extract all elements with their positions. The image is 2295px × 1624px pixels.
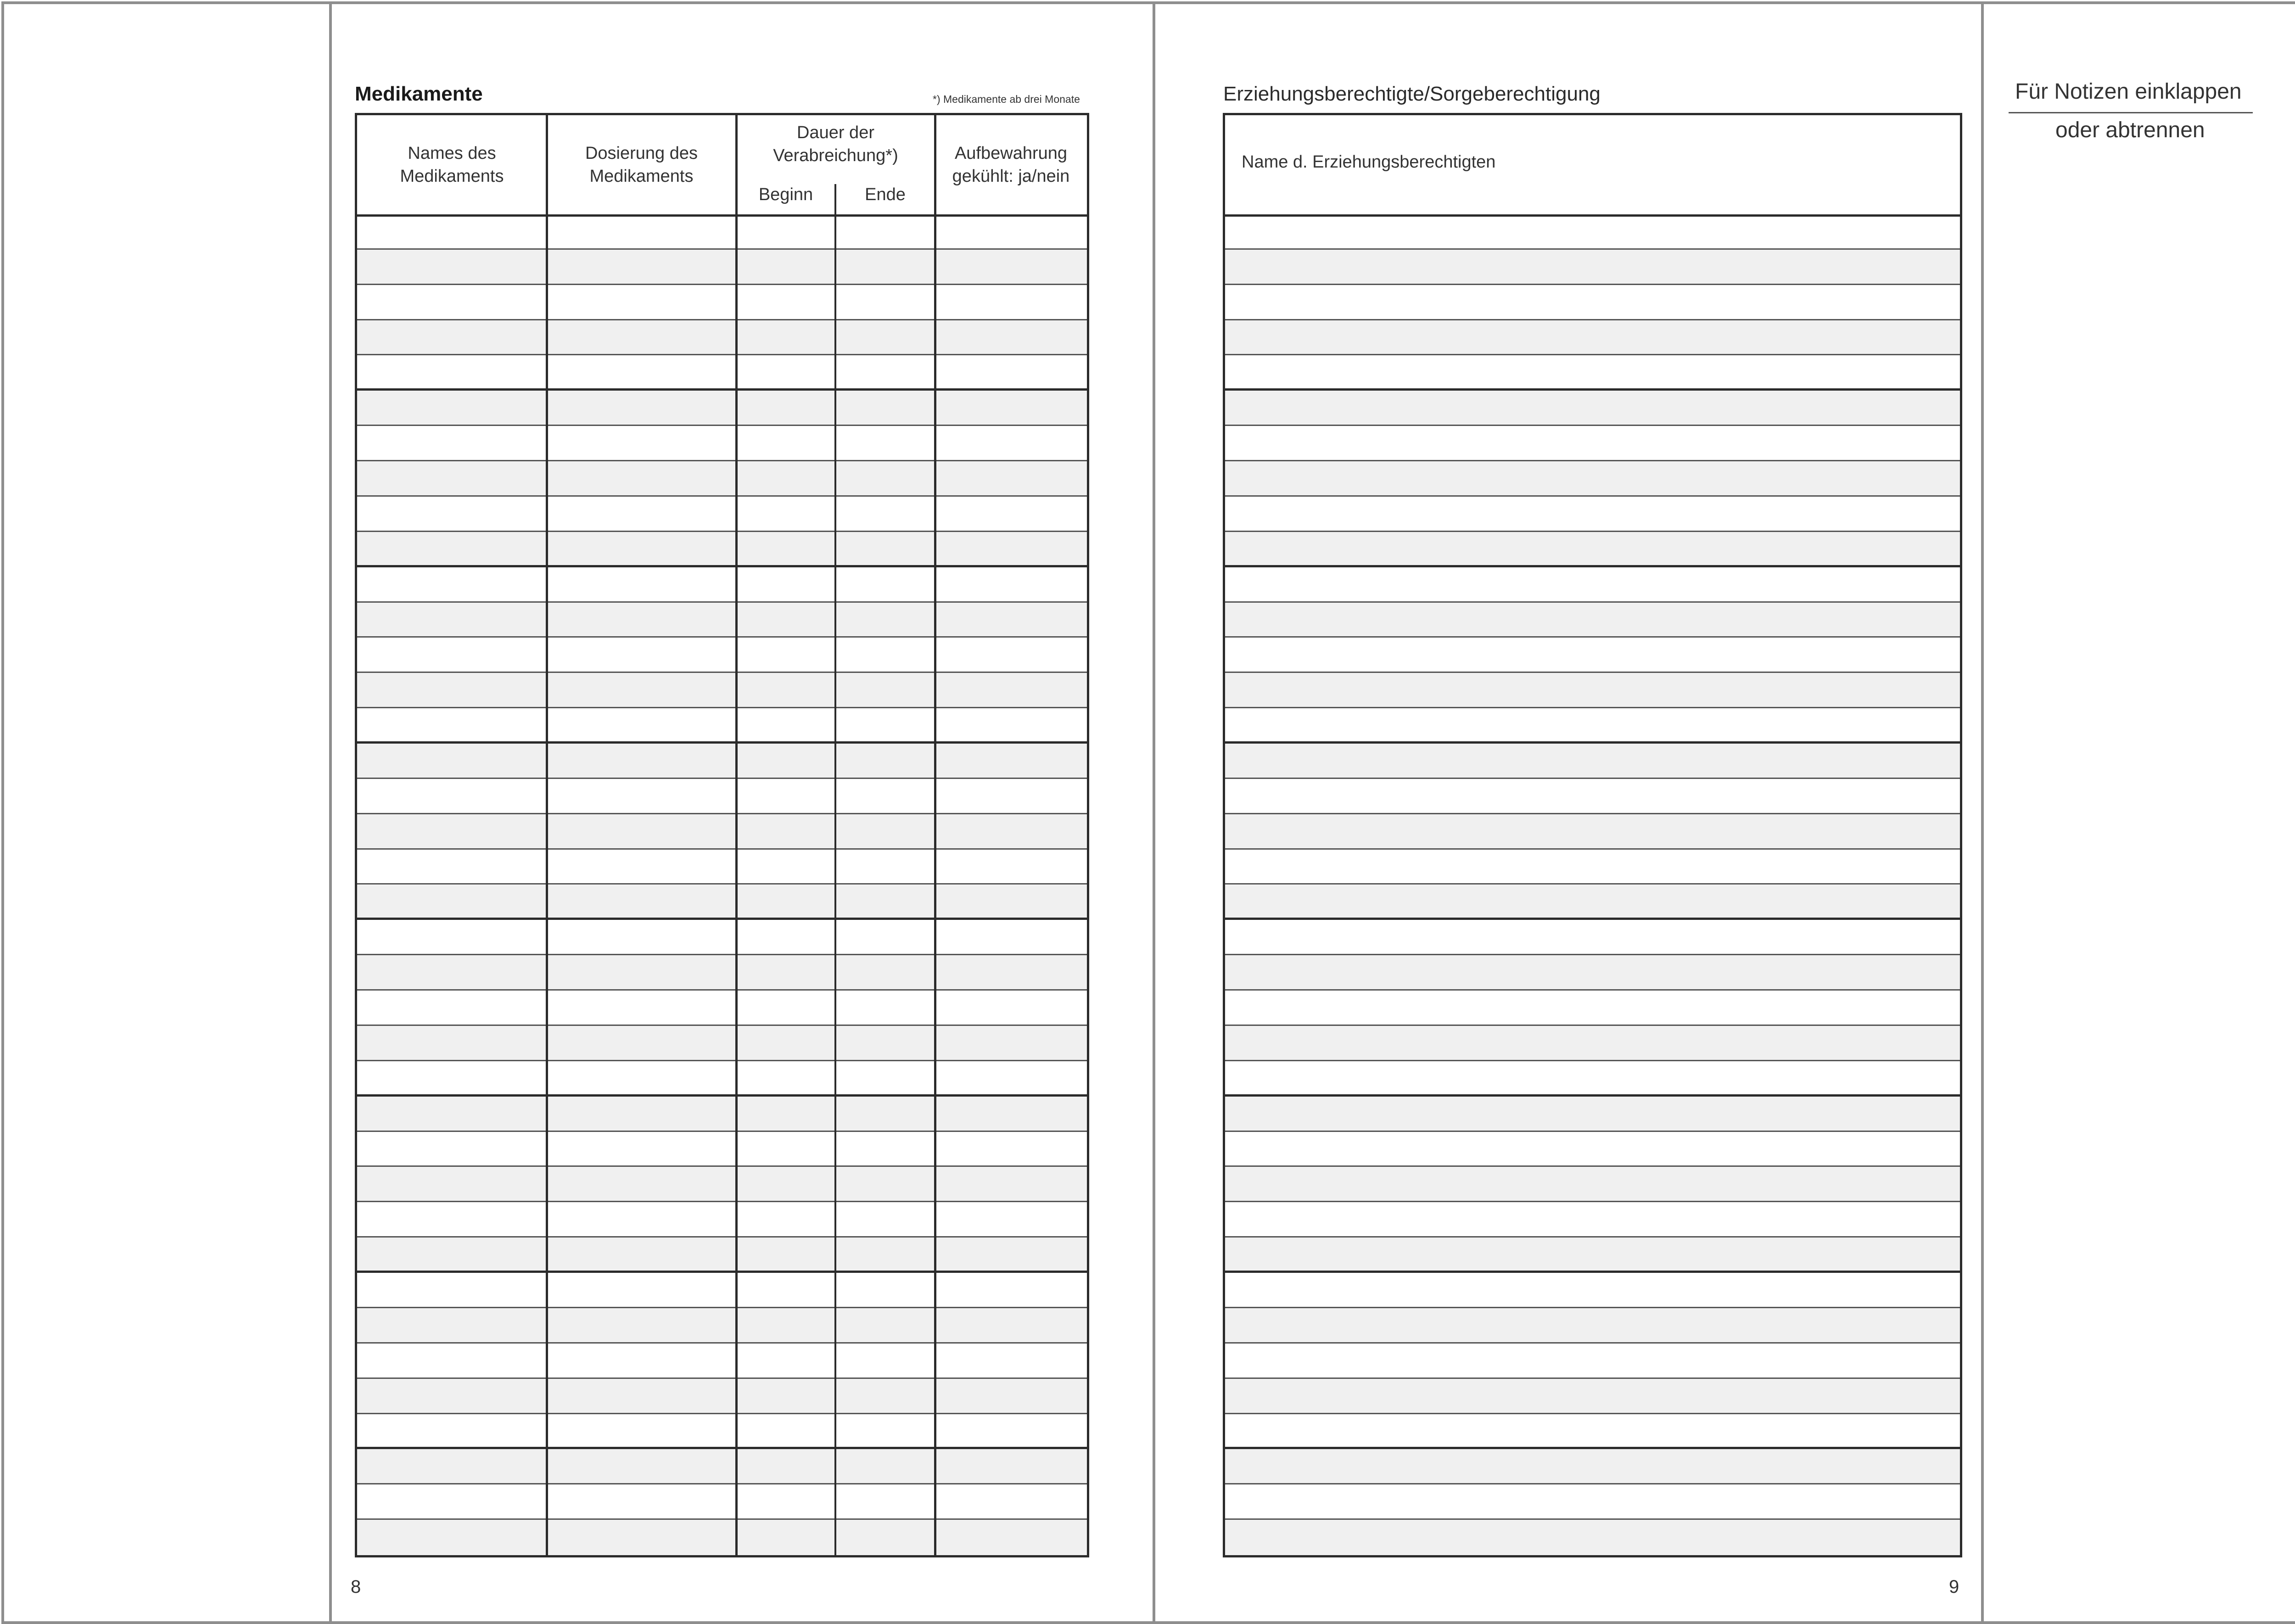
medication-row[interactable] [357,214,1087,250]
column-header-end: Ende [865,185,906,204]
notes-fold-instruction: Für Notizen einklappen [2015,79,2242,104]
guardian-row[interactable] [1225,1132,1960,1167]
medication-row[interactable] [357,920,1087,955]
medication-row[interactable] [357,1484,1087,1520]
column-divider [834,214,836,1555]
guardian-row[interactable] [1225,1202,1960,1238]
guardian-row[interactable] [1225,1379,1960,1414]
medication-row[interactable] [357,1097,1087,1132]
guardian-row[interactable] [1225,920,1960,955]
medication-row[interactable] [357,673,1087,708]
medication-rows [357,214,1087,1555]
column-header-dosage: Dosierung des Medikaments [585,144,698,186]
medication-table [355,113,1089,1557]
column-divider [934,115,936,1555]
medication-row[interactable] [357,814,1087,850]
guardian-row[interactable] [1225,779,1960,814]
guardian-row[interactable] [1225,1520,1960,1555]
guardian-row[interactable] [1225,991,1960,1026]
medication-row[interactable] [357,1238,1087,1273]
medication-row[interactable] [357,250,1087,285]
medication-row[interactable] [357,779,1087,814]
guardian-row[interactable] [1225,1273,1960,1308]
medication-row[interactable] [357,885,1087,920]
guardian-rows [1225,214,1960,1555]
medication-footnote: *) Medikamente ab drei Monate [933,93,1080,105]
column-header-medication-name: Names des Medikaments [400,144,504,186]
medication-row[interactable] [357,1026,1087,1061]
guardian-row[interactable] [1225,497,1960,532]
medication-row[interactable] [357,1061,1087,1097]
medication-table-header [357,115,1087,217]
column-divider [546,115,548,1555]
guardian-row[interactable] [1225,1026,1960,1061]
page-number-left: 8 [351,1577,361,1597]
medication-row[interactable] [357,391,1087,426]
guardian-row[interactable] [1225,214,1960,250]
guardian-row[interactable] [1225,1238,1960,1273]
guardian-row[interactable] [1225,955,1960,991]
guardian-table [1223,113,1962,1557]
guardian-row[interactable] [1225,1449,1960,1484]
medication-row[interactable] [357,1414,1087,1450]
medication-row[interactable] [357,1167,1087,1202]
medication-title: Medikamente [355,83,483,105]
medication-row[interactable] [357,532,1087,567]
guardian-row[interactable] [1225,850,1960,885]
guardian-row[interactable] [1225,391,1960,426]
guardian-name-label: Name d. Erziehungsberechtigten [1242,152,1496,172]
column-header-storage: Aufbewahrung gekühlt: ja/nein [952,144,1070,186]
right-fold-line [1981,1,1984,1621]
guardian-row[interactable] [1225,603,1960,638]
medication-row[interactable] [357,497,1087,532]
medication-row[interactable] [357,708,1087,744]
guardian-row[interactable] [1225,1308,1960,1344]
center-spine-line [1153,1,1155,1621]
header-subdivider [834,184,836,214]
guardian-row[interactable] [1225,885,1960,920]
column-header-duration: Dauer der Verabreichung*) [773,123,898,165]
medication-row[interactable] [357,567,1087,603]
guardian-row[interactable] [1225,1484,1960,1520]
medication-row[interactable] [357,850,1087,885]
column-header-begin: Beginn [758,185,813,204]
notes-divider [2009,112,2253,113]
guardian-row[interactable] [1225,708,1960,744]
medication-row[interactable] [357,1520,1087,1555]
left-fold-line [329,1,332,1621]
guardian-row[interactable] [1225,744,1960,779]
medication-row[interactable] [357,426,1087,461]
medication-row[interactable] [357,1379,1087,1414]
notes-tear-instruction: oder abtrennen [2055,118,2205,142]
medication-row[interactable] [357,1202,1087,1238]
page-number-right: 9 [1949,1577,1959,1597]
guardian-row[interactable] [1225,673,1960,708]
medication-row[interactable] [357,1344,1087,1379]
column-divider [735,115,738,1555]
guardian-row[interactable] [1225,638,1960,673]
medication-row[interactable] [357,320,1087,356]
medication-row[interactable] [357,991,1087,1026]
medication-row[interactable] [357,1132,1087,1167]
medication-row[interactable] [357,461,1087,497]
guardian-row[interactable] [1225,1061,1960,1097]
guardian-row[interactable] [1225,426,1960,461]
guardian-row[interactable] [1225,1167,1960,1202]
guardian-row[interactable] [1225,532,1960,567]
medication-row[interactable] [357,638,1087,673]
medication-row[interactable] [357,1449,1087,1484]
medication-row[interactable] [357,1273,1087,1308]
guardian-table-header [1225,115,1960,217]
guardian-row[interactable] [1225,1097,1960,1132]
guardian-row[interactable] [1225,814,1960,850]
medication-row[interactable] [357,955,1087,991]
guardian-title: Erziehungsberechtigte/Sorgeberechtigung [1223,83,1601,105]
guardian-row[interactable] [1225,1344,1960,1379]
guardian-row[interactable] [1225,250,1960,285]
medication-row[interactable] [357,744,1087,779]
guardian-row[interactable] [1225,285,1960,320]
guardian-row[interactable] [1225,320,1960,356]
guardian-row[interactable] [1225,355,1960,391]
guardian-row[interactable] [1225,461,1960,497]
medication-row[interactable] [357,285,1087,320]
guardian-row[interactable] [1225,567,1960,603]
medication-row[interactable] [357,603,1087,638]
guardian-row[interactable] [1225,1414,1960,1450]
medication-row[interactable] [357,1308,1087,1344]
medication-row[interactable] [357,355,1087,391]
